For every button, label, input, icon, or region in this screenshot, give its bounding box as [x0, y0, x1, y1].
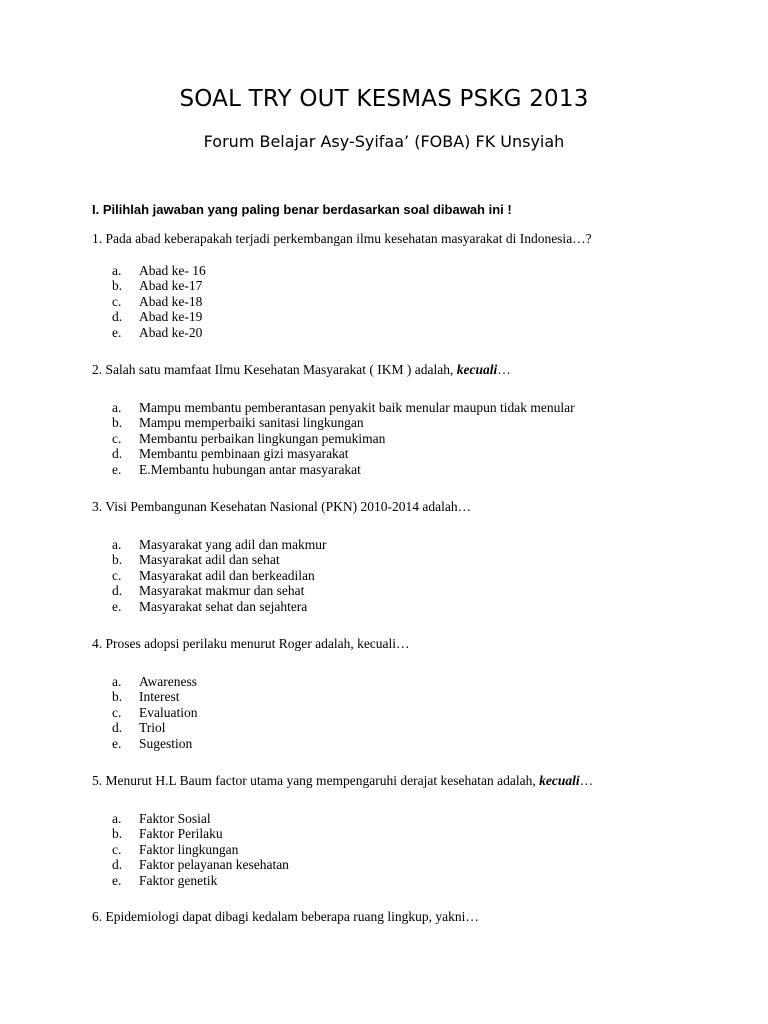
question-1-text: 1. Pada abad keberapakah terjadi perkembangan ilmu kesehatan masyarakat di Indonesia…? [92, 231, 592, 246]
option-text: Interest [139, 689, 180, 705]
option-item [112, 689, 197, 704]
option-item [112, 325, 206, 340]
question-2-suffix: … [497, 362, 511, 377]
option-text: Evaluation [139, 704, 198, 720]
option-letter: b. [112, 278, 123, 294]
option-text: Abad ke-18 [139, 293, 203, 309]
document-title: SOAL TRY OUT KESMAS PSKG 2013 [179, 86, 589, 112]
question-3 [92, 499, 471, 515]
option-text: Faktor Sosial [139, 811, 211, 826]
option-item [112, 599, 326, 614]
option-item [112, 462, 575, 477]
question-5-options [112, 811, 289, 888]
question-5-suffix: … [579, 773, 594, 788]
option-text: Abad ke-19 [139, 309, 203, 325]
option-item [112, 736, 197, 751]
question-4-text: 4. Proses adopsi perilaku menurut Roger adalah, kecuali… [92, 636, 410, 651]
option-item [112, 857, 289, 872]
option-item [112, 674, 197, 689]
option-text: Membantu perbaikan lingkungan pemukiman [139, 430, 386, 446]
option-item [112, 842, 289, 857]
question-5-emphasis: kecuali [539, 773, 580, 788]
option-item [112, 294, 206, 309]
option-text: Faktor pelayanan kesehatan [139, 857, 289, 873]
option-text: Membantu pembinaan gizi masyarakat [139, 446, 349, 462]
option-item [112, 400, 575, 415]
option-text: Masyarakat yang adil dan makmur [139, 537, 327, 552]
question-1 [92, 231, 592, 247]
option-text: Faktor genetik [139, 872, 218, 888]
question-2 [92, 362, 511, 378]
question-2-options [112, 400, 575, 477]
option-item [112, 537, 326, 552]
question-3-text: 3. Visi Pembangunan Kesehatan Nasional (PKN) 2010-2014 adalah… [92, 499, 472, 514]
question-4 [92, 636, 410, 652]
option-text: Masyarakat adil dan sehat [139, 552, 280, 568]
option-letter: b. [112, 826, 123, 842]
option-letter: e. [112, 598, 122, 614]
question-5-text: 5. Menurut H.L Baum factor utama yang mempengaruhi derajat kesehatan adalah, [92, 773, 540, 788]
option-letter: c. [112, 293, 122, 309]
option-item [112, 705, 197, 720]
option-text: Masyarakat sehat dan sejahtera [139, 598, 308, 614]
question-1-options [112, 263, 206, 340]
option-letter: a. [112, 263, 122, 278]
question-6 [92, 909, 479, 925]
option-text: Faktor Perilaku [139, 826, 223, 842]
option-text: Masyarakat adil dan berkeadilan [139, 567, 315, 583]
option-letter: d. [112, 720, 123, 736]
question-3-options [112, 537, 326, 614]
option-item [112, 583, 326, 598]
option-letter: c. [112, 430, 122, 446]
option-letter: c. [112, 567, 122, 583]
option-text: Sugestion [139, 735, 193, 751]
option-text: Abad ke- 16 [139, 263, 206, 278]
option-item [112, 431, 575, 446]
option-item [112, 415, 575, 430]
question-4-options [112, 674, 197, 751]
option-letter: e. [112, 872, 122, 888]
option-letter: c. [112, 704, 122, 720]
option-text: Triol [139, 720, 166, 736]
option-text: Mampu membantu pemberantasan penyakit baik menular maupun tidak menular [139, 400, 575, 415]
option-text: Masyarakat makmur dan sehat [139, 583, 305, 599]
option-item [112, 568, 326, 583]
option-letter: b. [112, 415, 123, 431]
option-letter: b. [112, 689, 123, 705]
option-letter: e. [112, 324, 122, 340]
option-letter: d. [112, 446, 123, 462]
option-text: Abad ke-20 [139, 324, 203, 340]
option-letter: d. [112, 583, 123, 599]
option-item [112, 552, 326, 567]
option-text: Abad ke-17 [139, 278, 203, 294]
document-subtitle: Forum Belajar Asy-Syifaa’ (FOBA) FK Unsyiah [203, 132, 565, 151]
option-item [112, 446, 575, 461]
option-text: Mampu memperbaiki sanitasi lingkungan [139, 415, 364, 431]
option-letter: d. [112, 857, 123, 873]
question-5 [92, 773, 593, 789]
option-letter: a. [112, 811, 122, 826]
option-letter: a. [112, 537, 122, 552]
option-item [112, 278, 206, 293]
option-text: Faktor lingkungan [139, 841, 239, 857]
option-item [112, 811, 289, 826]
question-2-emphasis: kecuali [456, 362, 498, 377]
section-instruction: I. Pilihlah jawaban yang paling benar berdasarkan soal dibawah ini ! [92, 202, 512, 217]
option-letter: e. [112, 735, 122, 751]
option-text: E.Membantu hubungan antar masyarakat [139, 461, 361, 477]
option-letter: a. [112, 674, 122, 689]
option-letter: e. [112, 461, 122, 477]
question-2-text: 2. Salah satu mamfaat Ilmu Kesehatan Masyarakat ( IKM ) adalah, [92, 362, 457, 377]
option-item [112, 873, 289, 888]
option-letter: b. [112, 552, 123, 568]
option-letter: a. [112, 400, 122, 415]
option-item [112, 720, 197, 735]
option-letter: d. [112, 309, 123, 325]
option-item [112, 263, 206, 278]
option-item [112, 309, 206, 324]
option-text: Awareness [139, 674, 197, 689]
question-6-text: 6. Epidemiologi dapat dibagi kedalam beberapa ruang lingkup, yakni… [92, 909, 479, 924]
option-item [112, 826, 289, 841]
option-letter: c. [112, 841, 122, 857]
